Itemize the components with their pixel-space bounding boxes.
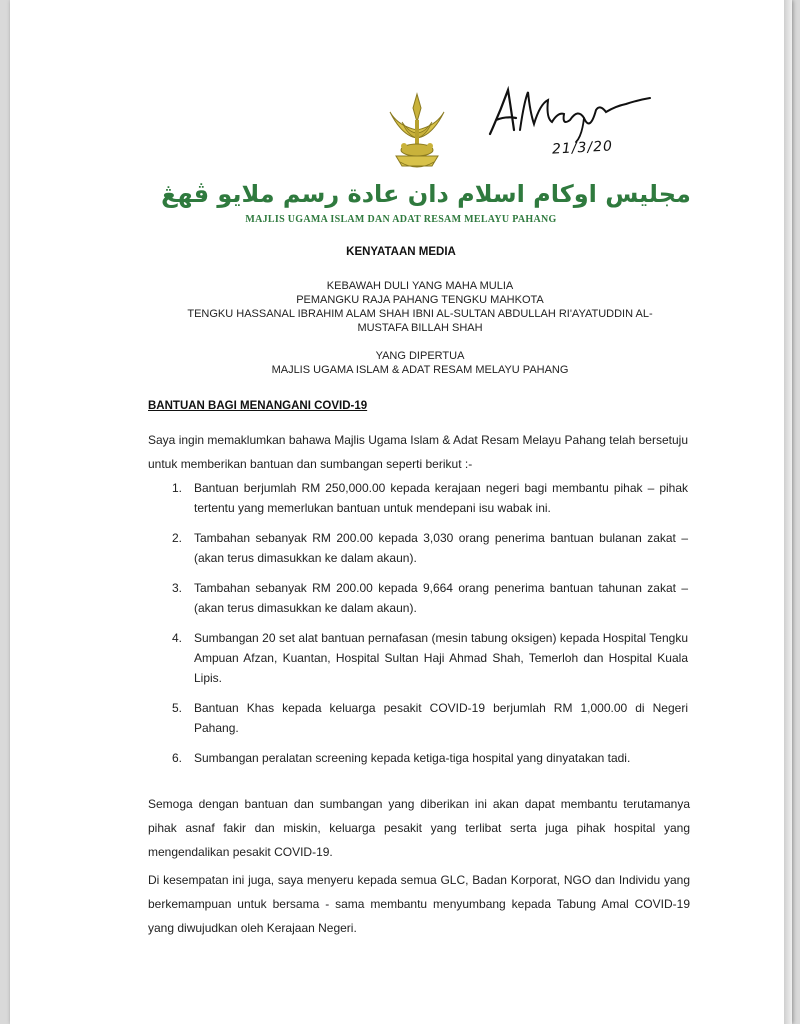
addressee-block [130, 279, 710, 377]
addressee-line: KEBAWAH DULI YANG MAHA MULIA [326, 280, 514, 292]
document-page [10, 0, 792, 1024]
addressee-line: PEMANGKU RAJA PAHANG TENGKU MAHKOTA [296, 294, 544, 306]
list-item-number: 3. [172, 581, 183, 595]
list-item-text: Bantuan Khas kepada keluarga pesakit COVID-19 berjumlah RM 1,000.00 di Negeri Pahang. [194, 701, 688, 735]
addressee-line: MUSTAFA BILLAH SHAH [357, 322, 483, 334]
page-edge-shadow [784, 0, 792, 1024]
addressee-line: YANG DIPERTUA [375, 350, 465, 362]
addressee-line: MAJLIS UGAMA ISLAM & ADAT RESAM MELAYU PAHANG [271, 364, 569, 376]
org-name-latin: MAJLIS UGAMA ISLAM DAN ADAT RESAM MELAYU PAHANG [245, 214, 557, 225]
signature-date: 21/3/20 [551, 138, 614, 158]
org-name-jawi-text: مجليس اوكام اسلام دان عادة رسم ملايو ڤهڠ [161, 180, 691, 208]
state-emblem-icon [382, 92, 452, 174]
intro-paragraph: Saya ingin memaklumkan bahawa Majlis Ugama Islam & Adat Resam Melayu Pahang telah bersetuju untuk memberikan bantuan dan sumbangan seperti berikut :- [148, 433, 688, 471]
list-item-text: Tambahan sebanyak RM 200.00 kepada 9,664 orang penerima bantuan tahunan zakat – (akan terus dimasukkan ke dalam akaun). [194, 581, 688, 615]
list-item-number: 5. [172, 701, 183, 715]
list-item-text: Tambahan sebanyak RM 200.00 kepada 3,030 orang penerima bantuan bulanan zakat – (akan terus dimasukkan ke dalam akaun). [194, 531, 688, 565]
list-item-text: Bantuan berjumlah RM 250,000.00 kepada kerajaan negeri bagi membantu pihak – pihak tertentu yang memerlukan bantuan untuk mendepani isu wabak ini. [194, 481, 688, 515]
closing-paragraph: Semoga dengan bantuan dan sumbangan yang diberikan ini akan dapat membantu terutamanya pihak asnaf fakir dan miskin, keluarga pesakit yang terlibat serta juga pihak hospital yang mengendalikan pesakit COVID-19. [148, 797, 690, 859]
list-item-text: Sumbangan 20 set alat bantuan pernafasan (mesin tabung oksigen) kepada Hospital Tengku Ampuan Afzan, Kuantan, Hospital Sultan Haji Ahmad Shah, Temerloh dan Hospital Kuala Lipis. [194, 631, 688, 685]
list-item-text: Sumbangan peralatan screening kepada ketiga-tiga hospital yang dinyatakan tadi. [194, 751, 631, 765]
list-item-number: 6. [172, 751, 183, 765]
addressee-line: TENGKU HASSANAL IBRAHIM ALAM SHAH IBNI AL-SULTAN ABDULLAH RI'AYATUDDIN AL- [187, 308, 653, 320]
closing-paragraph: Di kesempatan ini juga, saya menyeru kepada semua GLC, Badan Korporat, NGO dan Individu yang berkemampuan untuk bersama - sama membantu menyumbang kepada Tabung Amal COVID-19 yang diwujudkan oleh Kerajaan Negeri. [148, 873, 690, 935]
section-heading: BANTUAN BAGI MENANGANI COVID-19 [148, 400, 368, 412]
list-item-number: 4. [172, 631, 183, 645]
signature-icon [486, 82, 666, 146]
org-name-jawi [161, 172, 691, 212]
list-item-number: 2. [172, 531, 183, 545]
list-item-number: 1. [172, 481, 183, 495]
document-title: KENYATAAN MEDIA [346, 246, 456, 258]
